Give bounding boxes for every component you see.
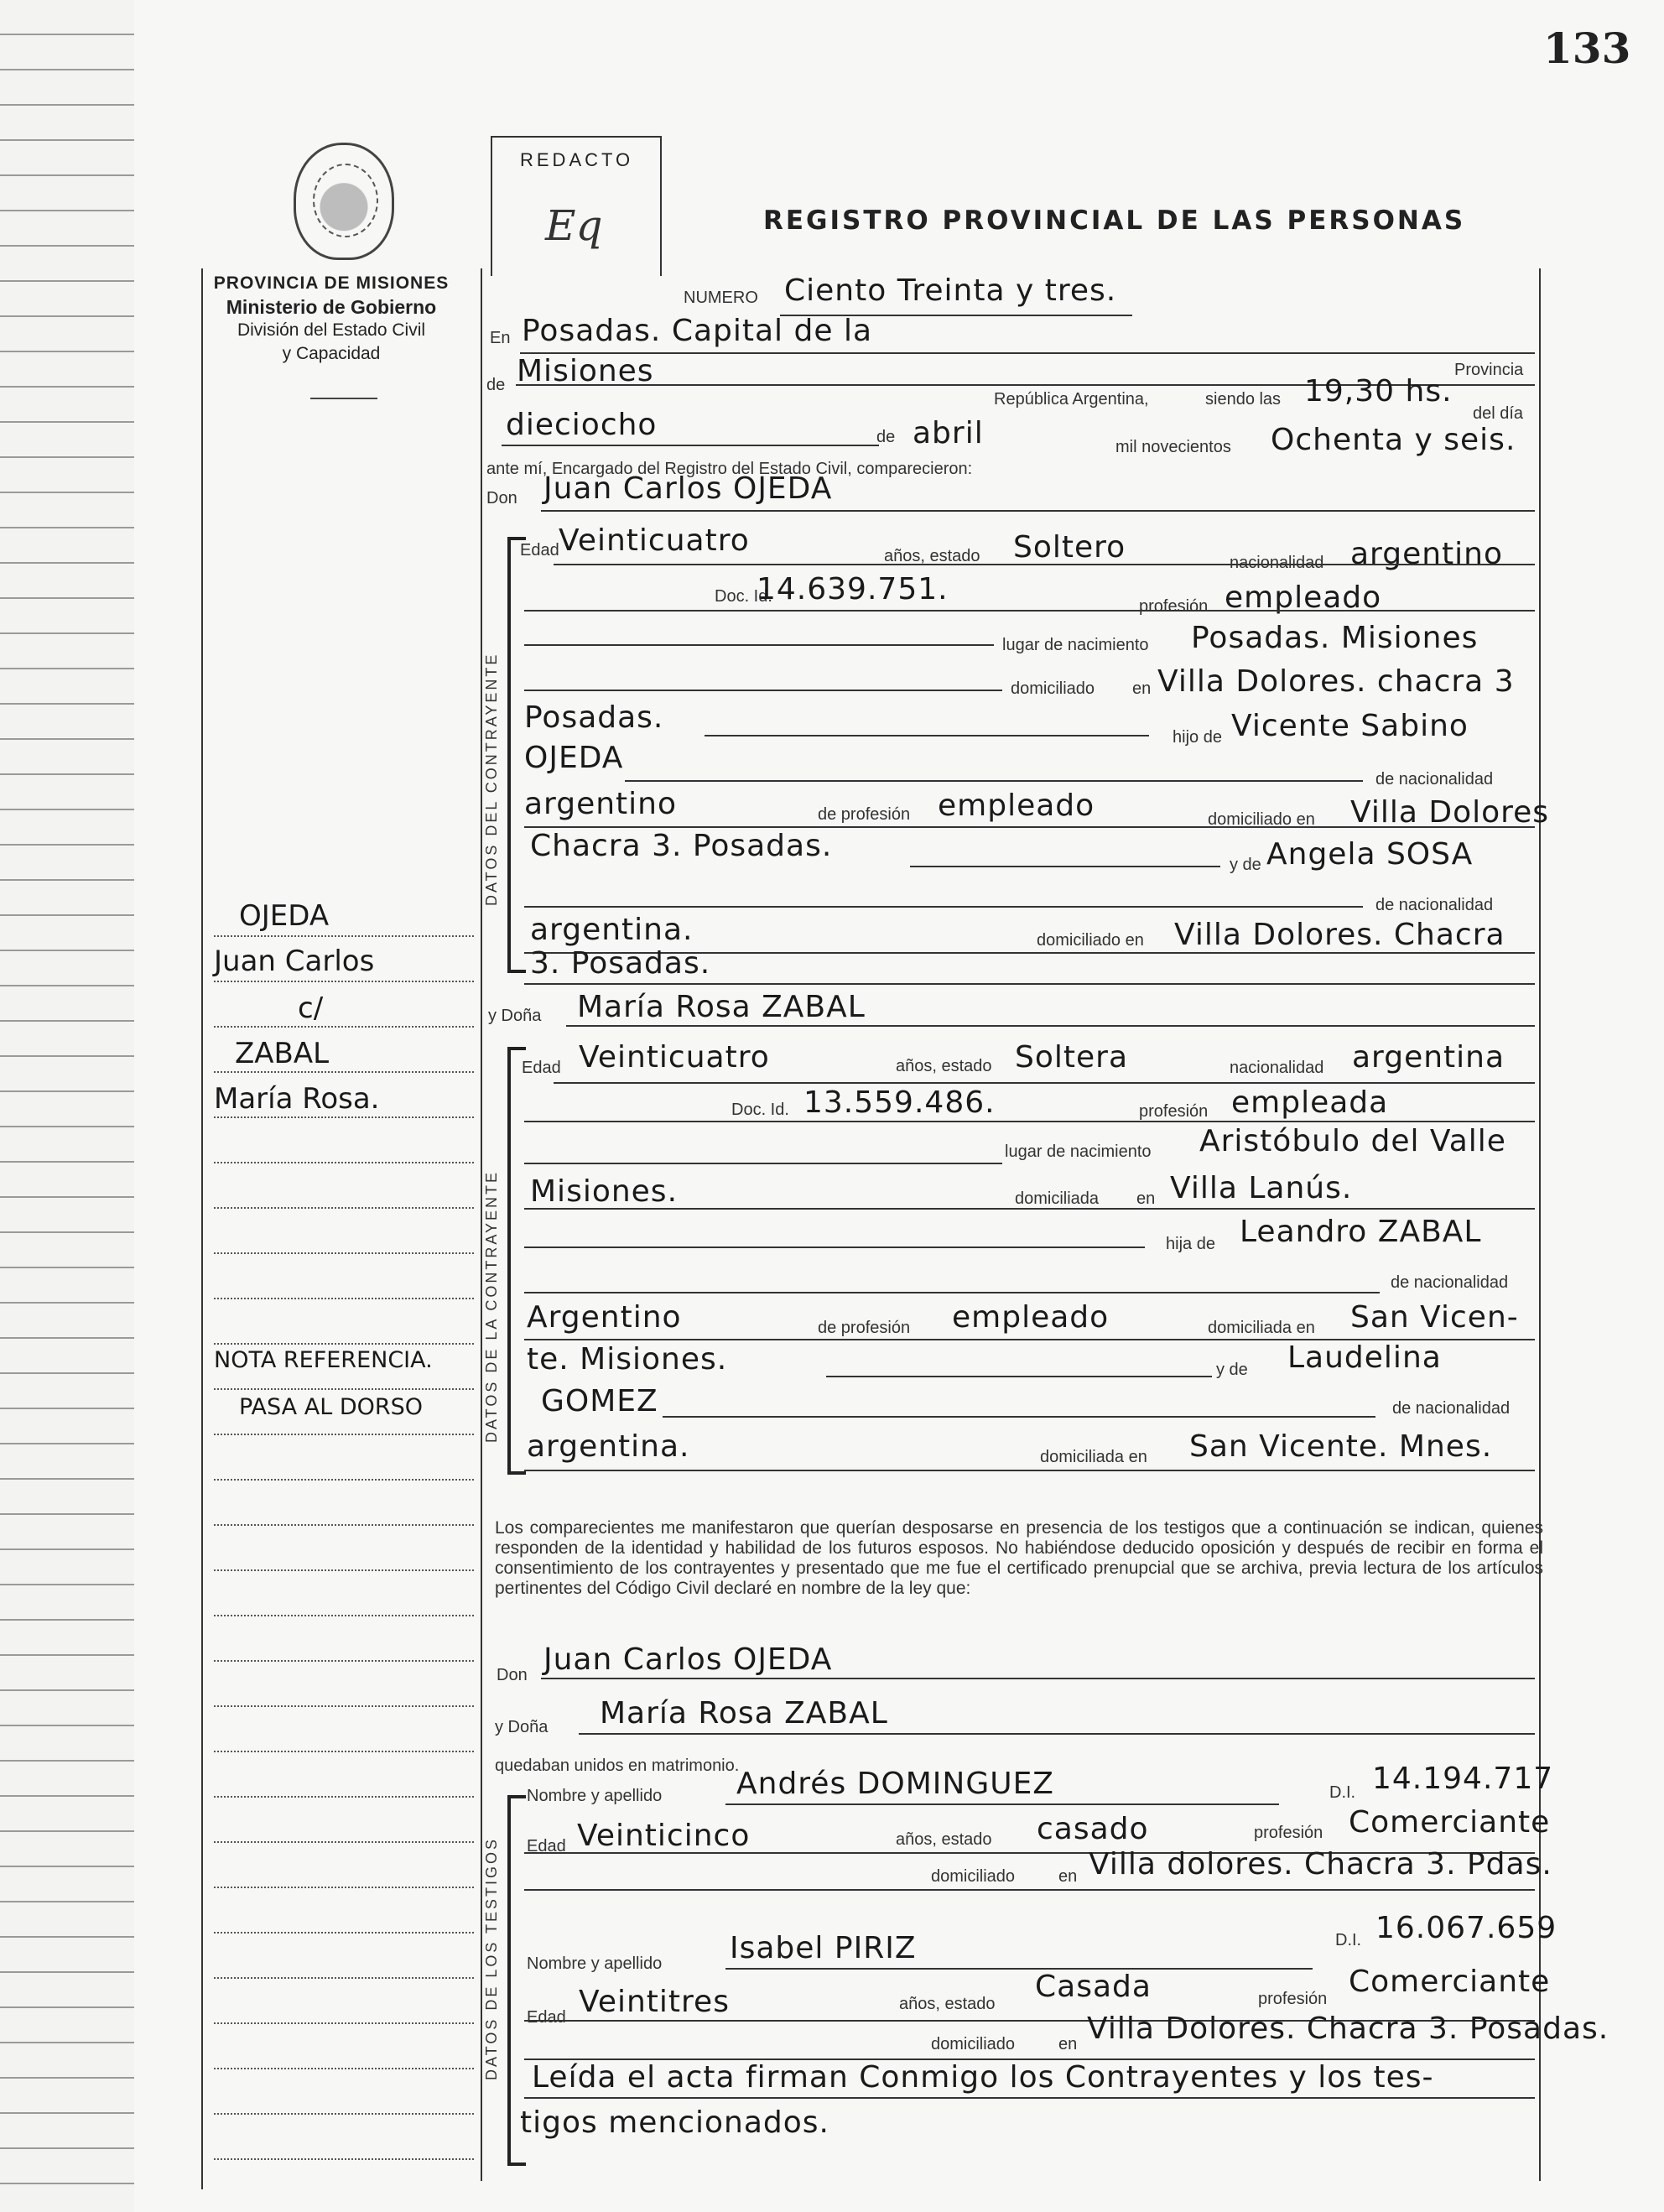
act-hour: 19,30 hs. bbox=[1304, 374, 1453, 409]
witness-2-domicile: Villa Dolores. Chacra 3. Posadas. bbox=[1087, 2012, 1609, 2046]
groom-profession: empleado bbox=[1225, 580, 1382, 615]
edad-label-4: Edad bbox=[527, 2008, 566, 2027]
bride-doc: 13.559.486. bbox=[803, 1085, 996, 1120]
de-nac-label: de nacionalidad bbox=[1375, 770, 1494, 789]
de-nac-label-2: de nacionalidad bbox=[1375, 896, 1494, 914]
siendo-label: siendo las bbox=[1205, 390, 1282, 409]
dom-label-4: domiciliado bbox=[931, 1867, 1016, 1886]
groom-father-nationality: argentino bbox=[524, 787, 678, 821]
margin-note-back: PASA AL DORSO bbox=[239, 1394, 424, 1420]
bride-mother-surname: GOMEZ bbox=[541, 1384, 658, 1418]
form-left-line bbox=[481, 268, 482, 2181]
margin-rule bbox=[214, 1116, 474, 1118]
margin-rule bbox=[214, 1071, 474, 1073]
binding-strip bbox=[0, 0, 134, 2212]
edad-label-3: Edad bbox=[527, 1837, 566, 1855]
act-day: dieciocho bbox=[506, 408, 658, 442]
division-label-2: y Capacidad bbox=[282, 344, 381, 363]
witness-2-status: Casada bbox=[1035, 1970, 1152, 2004]
mil-label: mil novecientos bbox=[1115, 438, 1231, 456]
provincia-label: Provincia bbox=[1454, 361, 1524, 379]
anos-label-3: años, estado bbox=[896, 1830, 992, 1849]
prof-label-4: profesión bbox=[1258, 1990, 1328, 2008]
declared-bride: María Rosa ZABAL bbox=[600, 1696, 888, 1731]
groom-father-profession: empleado bbox=[938, 789, 1095, 823]
groom-section-label: DATOS DEL CONTRAYENTE bbox=[483, 652, 500, 906]
margin-rule bbox=[214, 1524, 474, 1526]
groom-name: Juan Carlos OJEDA bbox=[543, 471, 833, 506]
groom-age: Veinticuatro bbox=[559, 523, 750, 558]
bride-profession: empleada bbox=[1231, 1085, 1389, 1120]
margin-bride-surname: ZABAL bbox=[235, 1037, 330, 1070]
declaration-text: Los comparecientes me manifestaron que querían desposarse en presencia de los testigos que a continuación se indican, quienes responden de la identidad y habilidad de los futuros esposos. No habiéndose deducido oposición y después de recibir en forma el consentimiento de los contrayentes y presentado que me fue el certificado prenupcial que se archiva, previa lectura de los artículos pertinentes del Código Civil declaré en nombre de la ley que: bbox=[495, 1518, 1543, 1598]
act-month: abril bbox=[913, 416, 984, 450]
domiciliada-en-label: domiciliada en bbox=[1040, 1448, 1147, 1466]
groom-father-domicile-2: Chacra 3. Posadas. bbox=[530, 829, 833, 863]
edad-label-2: Edad bbox=[522, 1059, 561, 1077]
de-prof-label-2: de profesión bbox=[818, 1319, 911, 1337]
groom-domicile: Villa Dolores. chacra 3 bbox=[1157, 664, 1515, 699]
bride-age: Veinticuatro bbox=[579, 1040, 770, 1075]
republica-label: República Argentina, bbox=[994, 390, 1149, 409]
bride-father-profession: empleado bbox=[952, 1300, 1110, 1335]
margin-rule bbox=[214, 1615, 474, 1616]
act-city: Posadas. Capital de la bbox=[522, 314, 872, 348]
prof-label-2: profesión bbox=[1139, 1102, 1209, 1121]
witness-2-name: Isabel PIRIZ bbox=[730, 1931, 917, 1965]
groom-father-domicile: Villa Dolores bbox=[1350, 795, 1550, 830]
redacto-initials: Eq bbox=[545, 201, 603, 250]
redacto-label: REDACTO bbox=[520, 149, 634, 170]
don-label-2: Don bbox=[497, 1666, 528, 1684]
margin-rule bbox=[214, 1660, 474, 1662]
numero-label: NUMERO bbox=[684, 289, 758, 307]
anos-label-2: años, estado bbox=[896, 1057, 992, 1075]
margin-rule bbox=[214, 2068, 474, 2069]
bride-father-nationality: Argentino bbox=[527, 1300, 682, 1335]
bride-mother-domicile: San Vicente. Mnes. bbox=[1189, 1429, 1493, 1464]
document-title: REGISTRO PROVINCIAL DE LAS PERSONAS bbox=[763, 206, 1466, 236]
groom-nationality: argentino bbox=[1350, 537, 1504, 571]
margin-rule bbox=[214, 1887, 474, 1888]
ante-label: ante mí, Encargado del Registro del Estado Civil, comparecieron: bbox=[486, 460, 973, 478]
groom-domicile-2: Posadas. bbox=[524, 700, 664, 735]
groom-mother-nationality: argentina. bbox=[530, 913, 694, 947]
bride-father-domicile-2: te. Misiones. bbox=[527, 1342, 728, 1377]
y-de-label: y de bbox=[1230, 856, 1261, 874]
dom-label: domiciliado bbox=[1011, 679, 1095, 698]
margin-rule bbox=[214, 1298, 474, 1299]
margin-rule bbox=[214, 981, 474, 982]
bride-father-domicile: San Vicen- bbox=[1350, 1300, 1519, 1335]
margin-rule bbox=[214, 1388, 474, 1390]
edad-label: Edad bbox=[520, 541, 559, 560]
margin-rule bbox=[214, 1162, 474, 1163]
hija-label: hija de bbox=[1166, 1235, 1215, 1253]
margin-rule bbox=[214, 1207, 474, 1209]
y-dona-label: y Doña bbox=[488, 1007, 542, 1025]
witness-1-domicile: Villa dolores. Chacra 3. Pdas. bbox=[1089, 1847, 1552, 1882]
lugar-label-2: lugar de nacimiento bbox=[1005, 1142, 1152, 1161]
y-de-label-2: y de bbox=[1216, 1361, 1248, 1379]
anos-label: años, estado bbox=[884, 547, 980, 565]
margin-rule bbox=[214, 1479, 474, 1481]
hijo-label: hijo de bbox=[1173, 728, 1222, 747]
de-nac-label-3: de nacionalidad bbox=[1391, 1273, 1509, 1292]
groom-father: Vicente Sabino bbox=[1231, 709, 1469, 743]
groom-doc: 14.639.751. bbox=[757, 572, 949, 606]
de-mes-label: de bbox=[876, 428, 896, 446]
de-nac-label-4: de nacionalidad bbox=[1392, 1399, 1511, 1418]
dom-label-2: domiciliado en bbox=[1037, 931, 1144, 950]
margin-rule bbox=[214, 1841, 474, 1843]
groom-father-surname: OJEDA bbox=[524, 741, 624, 775]
declared-groom: Juan Carlos OJEDA bbox=[543, 1642, 833, 1677]
doc-label: Doc. Id. bbox=[715, 587, 772, 606]
margin-rule bbox=[214, 1026, 474, 1028]
en-label-5: en bbox=[1058, 2035, 1078, 2053]
margin-name-connector: c/ bbox=[298, 991, 324, 1025]
margin-rule bbox=[214, 2022, 474, 2024]
closing-line-1: Leída el acta firman Conmigo los Contrayentes y los tes- bbox=[532, 2060, 1434, 2095]
di-label: D.I. bbox=[1329, 1783, 1356, 1802]
en-label-4: en bbox=[1058, 1867, 1078, 1886]
margin-rule bbox=[214, 1932, 474, 1934]
bride-status: Soltera bbox=[1015, 1040, 1129, 1075]
dom-en-label-2: domiciliada en bbox=[1208, 1319, 1315, 1337]
province-label: PROVINCIA DE MISIONES bbox=[213, 273, 450, 293]
de-prof-label: de profesión bbox=[818, 805, 911, 824]
nac-label: nacionalidad bbox=[1230, 554, 1324, 572]
del-dia-label: del día bbox=[1473, 404, 1524, 423]
province-seal-icon bbox=[294, 143, 394, 260]
groom-mother-domicile-2: 3. Posadas. bbox=[530, 946, 711, 981]
witness-1-name: Andrés DOMINGUEZ bbox=[736, 1767, 1054, 1801]
margin-rule bbox=[214, 1977, 474, 1979]
bride-birthplace-2: Misiones. bbox=[530, 1174, 679, 1209]
bride-birthplace: Aristóbulo del Valle bbox=[1199, 1124, 1506, 1158]
left-header bbox=[193, 272, 470, 366]
bride-domicile: Villa Lanús. bbox=[1170, 1171, 1353, 1205]
lugar-label: lugar de nacimiento bbox=[1002, 636, 1149, 654]
en-label-2: en bbox=[1132, 679, 1152, 698]
left-margin-line bbox=[201, 268, 203, 2189]
margin-rule bbox=[214, 1252, 474, 1254]
divider bbox=[310, 398, 377, 399]
nac-label-2: nacionalidad bbox=[1230, 1059, 1324, 1077]
dom-label-5: domiciliado bbox=[931, 2035, 1016, 2053]
margin-rule bbox=[214, 2158, 474, 2160]
margin-rule bbox=[214, 1751, 474, 1752]
act-province: Misiones bbox=[517, 354, 654, 388]
en-label: En bbox=[490, 329, 511, 347]
margin-rule bbox=[214, 1796, 474, 1798]
margin-rule bbox=[214, 1705, 474, 1707]
margin-rule bbox=[214, 1434, 474, 1435]
margin-bride-given: María Rosa. bbox=[214, 1082, 380, 1116]
witness-1-status: casado bbox=[1037, 1812, 1149, 1846]
margin-rule bbox=[214, 935, 474, 937]
margin-note-reference: NOTA REFERENCIA. bbox=[214, 1347, 433, 1373]
quedaban-label: quedaban unidos en matrimonio. bbox=[495, 1757, 740, 1775]
en-label-3: en bbox=[1136, 1189, 1156, 1208]
doc-label-2: Doc. Id. bbox=[731, 1101, 789, 1119]
margin-name-given: Juan Carlos bbox=[214, 945, 375, 978]
witness-1-profession: Comerciante bbox=[1349, 1805, 1551, 1840]
groom-mother-domicile: Villa Dolores. Chacra bbox=[1174, 918, 1505, 952]
ministry-label: Ministerio de Gobierno bbox=[226, 296, 437, 318]
witness-2-profession: Comerciante bbox=[1349, 1965, 1551, 1999]
act-year: Ochenta y seis. bbox=[1271, 423, 1516, 457]
nombre-label-2: Nombre y apellido bbox=[527, 1954, 663, 1973]
bride-section-label: DATOS DE LA CONTRAYENTE bbox=[483, 1169, 500, 1443]
closing-line-2: tigos mencionados. bbox=[520, 2105, 829, 2140]
groom-birthplace: Posadas. Misiones bbox=[1191, 621, 1479, 655]
groom-status: Soltero bbox=[1013, 530, 1126, 565]
margin-name-surname: OJEDA bbox=[239, 899, 330, 933]
dom-en-label: domiciliado en bbox=[1208, 810, 1315, 829]
dom-label-3: domiciliada bbox=[1015, 1189, 1100, 1208]
margin-rule bbox=[214, 1569, 474, 1571]
witness-1-di: 14.194.717 bbox=[1372, 1762, 1554, 1796]
margin-rule bbox=[214, 2113, 474, 2115]
prof-label-3: profesión bbox=[1254, 1824, 1323, 1842]
witness-1-age: Veinticinco bbox=[577, 1819, 751, 1853]
groom-mother: Angela SOSA bbox=[1266, 837, 1474, 872]
witness-2-age: Veintitres bbox=[579, 1985, 730, 2019]
witness-2-di: 16.067.659 bbox=[1375, 1911, 1557, 1945]
nombre-label: Nombre y apellido bbox=[527, 1787, 663, 1805]
bride-nationality: argentina bbox=[1352, 1040, 1505, 1075]
don-label: Don bbox=[486, 489, 517, 507]
page-number: 133 bbox=[1543, 23, 1631, 73]
bride-mother-nationality: argentina. bbox=[527, 1429, 690, 1464]
form-right-line bbox=[1539, 268, 1541, 2181]
anos-label-4: años, estado bbox=[899, 1995, 996, 2013]
bride-mother: Laudelina bbox=[1287, 1340, 1442, 1375]
margin-rule bbox=[214, 1343, 474, 1345]
bride-father: Leandro ZABAL bbox=[1240, 1215, 1482, 1249]
division-label: División del Estado Civil bbox=[237, 320, 426, 340]
witnesses-section-label: DATOS DE LOS TESTIGOS bbox=[483, 1836, 500, 2080]
y-dona-label-2: y Doña bbox=[495, 1718, 549, 1736]
bride-name: María Rosa ZABAL bbox=[577, 990, 866, 1024]
di-label-2: D.I. bbox=[1335, 1931, 1362, 1949]
prof-label: profesión bbox=[1139, 597, 1209, 616]
de-label: de bbox=[486, 376, 506, 394]
act-number: Ciento Treinta y tres. bbox=[784, 273, 1117, 308]
